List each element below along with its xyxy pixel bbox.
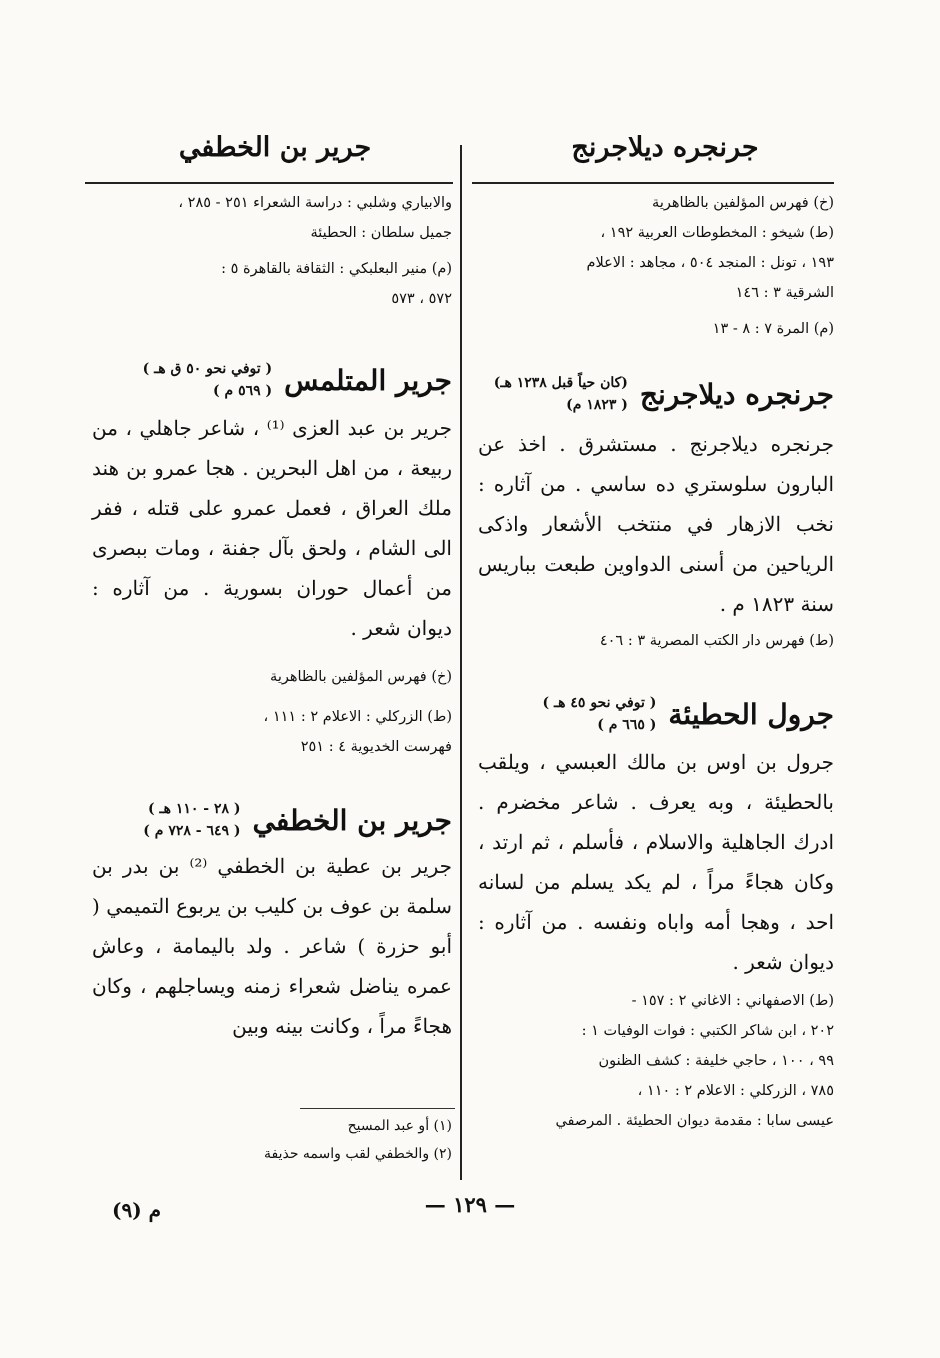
source-line: (ط) الزركلي : الاعلام ٢ : ١١١ ، (263, 709, 452, 725)
entry-dates (494, 372, 628, 416)
source-line: عيسى سابا : مقدمة ديوان الحطيئة . المرصفي (555, 1113, 834, 1129)
source-line: والابياري وشلبي : دراسة الشعراء ٢٥١ - ٢٨٥ ، (178, 195, 452, 211)
entry-heading (478, 692, 834, 736)
entry-body: جرير بن عطية بن الخطفي ⁽²⁾ بن بدر بن سلمة بن عوف بن كليب بن يربوع التميمي ( أبو حزرة ) شاعر . ولد باليمامة ، وعاش عمره يناضل شعراء زمنه ويساجلهم ، وكان هجاءً مراً ، وكانت بينه وبين (92, 854, 452, 1038)
source-line: (خ) فهرس المؤلفين بالظاهرية (652, 195, 834, 211)
entry-heading (478, 372, 834, 416)
entry-heading (92, 358, 452, 402)
entry-dates-gregorian: ( ٥٦٩ م ) (213, 383, 273, 399)
entry-name: جرير بن الخطفي (252, 803, 452, 837)
entry-body: جرنجره ديلاجرنج . مستشرق . اخذ عن البارون سلوستري ده ساسي . من آثاره : نخب الازهار في منتخب الأشعار واذكى الرياحين من أسنى الدواوين طبعت بباريس سنة ١٨٢٣ م . (478, 432, 834, 616)
source-line: (ط) شيخو : المخطوطات العربية ١٩٢ ، (600, 225, 834, 241)
source-line: ٥٧٢ ، ٥٧٣ (391, 291, 452, 307)
source-line: الشرقية ٣ : ١٤٦ (735, 285, 834, 301)
entry-dates-gregorian: ( ١٨٢٣ م) (566, 397, 628, 413)
header-rule-left (85, 182, 453, 184)
page-number: — ١٢٩ — (424, 1192, 516, 1217)
running-header-left: جرير بن الخطفي (178, 132, 372, 163)
entry-name: جرير المتلمس (284, 363, 452, 397)
source-line: (ط) فهرس دار الكتب المصرية ٣ : ٤٠٦ (599, 633, 834, 649)
right-column (478, 188, 834, 1136)
footnote-rule (300, 1108, 455, 1109)
entry-dates-hijri: ( توفي نحو ٤٥ هـ ) (542, 695, 657, 711)
entry-name: جرول الحطيئة (668, 697, 834, 731)
left-column (92, 188, 452, 1046)
entry-dates-hijri: (كان حياً قبل ١٢٣٨ هـ) (493, 375, 628, 391)
entry-dates (143, 358, 273, 402)
source-line: ٢٠٢ ، ابن شاكر الكتبي : فوات الوفيات ١ : (581, 1023, 834, 1039)
signature-mark: م (٩) (112, 1198, 162, 1222)
entry-dates-hijri: ( توفي نحو ٥٠ ق هـ ) (142, 361, 273, 377)
source-line: (خ) فهرس المؤلفين بالظاهرية (270, 669, 452, 685)
source-line: ٩٩ ، ١٠٠ ، حاجي خليفة : كشف الظنون (598, 1053, 834, 1069)
footnote: (٢) والخطفي لقب واسمه حذيفة (263, 1146, 452, 1162)
entry-dates (543, 692, 657, 736)
entry-heading (92, 798, 452, 842)
source-line: جميل سلطان : الحطيئة (310, 225, 452, 241)
source-line: فهرست الخديوية ٤ : ٢٥١ (300, 739, 452, 755)
source-line: (م) المرة ٧ : ٨ - ١٣ (712, 321, 834, 337)
footnotes (92, 1112, 452, 1168)
entry-dates-gregorian: ( ٦٦٥ م ) (597, 717, 657, 733)
entry-dates (143, 798, 240, 842)
source-line: ١٩٣ ، تونل : المنجد ٥٠٤ ، مجاهد : الاعلام (586, 255, 834, 271)
source-line: (م) منير البعلبكي : الثقافة بالقاهرة ٥ : (221, 261, 452, 277)
entry-body: جرير بن عبد العزى ⁽¹⁾ ، شاعر جاهلي ، من ربيعة ، من اهل البحرين . هجا عمرو بن هند ملك العراق ، فعمل عمرو على قتله ، ففر الى الشام ، ولحق بآل جفنة ، ومات ببصرى من أعمال حوران بسورية . من آثاره : ديوان شعر . (92, 416, 452, 640)
entry-body: جرول بن اوس بن مالك العبسي ، ويلقب بالحطيئة ، وبه يعرف . شاعر مخضرم . ادرك الجاهلية والاسلام ، فأسلم ، ثم ارتد ، وكان هجاءً مراً ، لم يكد يسلم من لسانه احد ، وهجا أمه واباه ونفسه . من آثاره : ديوان شعر . (478, 750, 834, 974)
entry-dates-gregorian: ( ٦٤٩ - ٧٢٨ م ) (143, 823, 241, 839)
entry-name: جرنجره ديلاجرنج (639, 377, 834, 411)
entry-dates-hijri: ( ٢٨ - ١١٠ هـ ) (148, 801, 241, 817)
header-rule-right (472, 182, 834, 184)
source-line: ٧٨٥ ، الزركلي : الاعلام ٢ : ١١٠ ، (637, 1083, 834, 1099)
running-header-right: جرنجره ديلاجرنج (571, 132, 759, 163)
column-divider (460, 145, 462, 1180)
source-line: (ط) الاصفهاني : الاغاني ٢ : ١٥٧ - (631, 993, 834, 1009)
footnote: (١) أو عبد المسيح (347, 1118, 452, 1134)
